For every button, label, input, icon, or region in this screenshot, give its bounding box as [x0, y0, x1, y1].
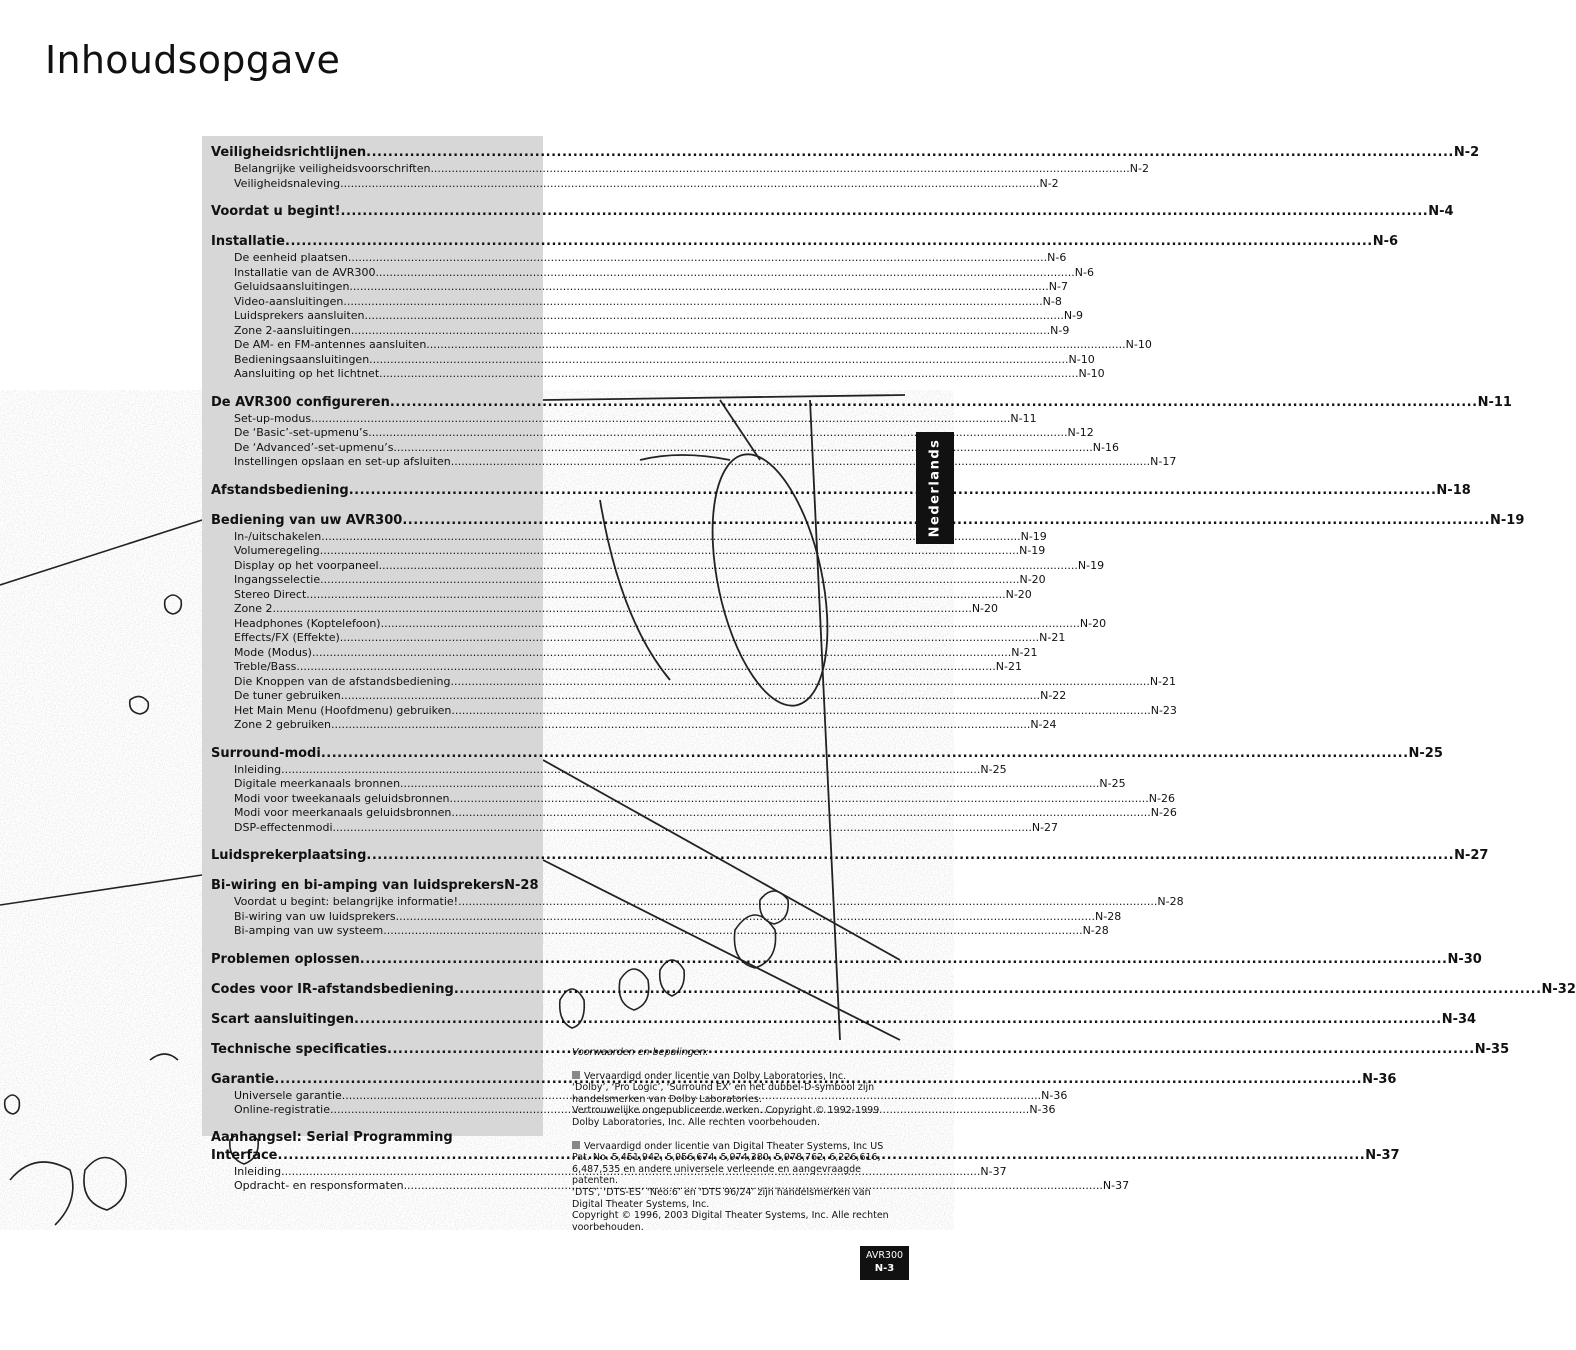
- toc-subentry-label: Zone 2 gebruiken: [234, 718, 331, 731]
- toc-subentry-label: Veiligheidsnaleving: [234, 176, 341, 190]
- dolby-line-1: Vervaardigd onder licentie van Dolby Laboratories, Inc.: [584, 1070, 847, 1082]
- toc-subentry-page: N-6: [1047, 251, 1067, 264]
- dot-leader: [454, 980, 1542, 999]
- toc-section-title: De AVR300 configureren: [211, 394, 390, 410]
- toc-subentry[interactable]: [211, 352, 1095, 368]
- dot-leader: [451, 806, 1150, 821]
- dolby-notice: [572, 1071, 902, 1129]
- toc-subentry[interactable]: [211, 674, 1177, 690]
- toc-section-page: N-28: [504, 878, 539, 893]
- dot-leader: [383, 924, 1082, 939]
- toc-section-entry[interactable]: [211, 1146, 1400, 1165]
- toc-subentry[interactable]: [211, 455, 1177, 470]
- dot-leader: [387, 1040, 1475, 1059]
- dot-leader: [400, 777, 1099, 792]
- toc-section-page: N-19: [1490, 512, 1525, 528]
- dot-leader: [320, 573, 1019, 588]
- dot-leader: [273, 602, 972, 617]
- toc-subentry-page: N-10: [1125, 338, 1152, 351]
- toc-subentry-page: N-25: [1099, 777, 1126, 790]
- toc-section-page: N-6: [1372, 234, 1399, 249]
- toc-section-entry[interactable]: [211, 511, 1525, 530]
- dot-leader: [393, 441, 1092, 456]
- dot-leader: [306, 588, 1005, 603]
- dts-line-3: Copyright © 1996, 2003 Digital Theater Systems, Inc. Alle rechten voorbehouden.: [572, 1210, 889, 1233]
- toc-subentry-label: Digitale meerkanaals bronnen: [234, 777, 401, 790]
- toc-subentry-page: N-9: [1063, 309, 1084, 322]
- toc-subentry[interactable]: [211, 703, 1177, 719]
- toc-section-entry[interactable]: [211, 393, 1512, 412]
- toc-subentry-label: Luidsprekers aansluiten: [234, 309, 365, 322]
- toc-subentry-label: Geluidsaansluitingen: [234, 280, 350, 293]
- dot-leader: [341, 689, 1040, 704]
- toc-subentry-page: N-21: [1039, 631, 1066, 644]
- toc-subentry-label: Mode (Modus): [234, 645, 312, 659]
- toc-subentry[interactable]: [211, 558, 1105, 574]
- toc-subentry-label: Inleiding: [234, 1164, 282, 1178]
- toc-section-page: N-11: [1477, 394, 1512, 410]
- dot-leader: [340, 631, 1039, 646]
- toc-subentry[interactable]: [211, 280, 1068, 295]
- toc-subentry-page: N-8: [1042, 294, 1062, 308]
- toc-section: [211, 876, 1184, 939]
- toc-section-entry[interactable]: [211, 232, 1399, 251]
- dot-leader: [360, 950, 1448, 969]
- toc-section: [211, 511, 1525, 733]
- toc-subentry-page: N-22: [1040, 689, 1067, 702]
- toc-subentry[interactable]: [211, 587, 1032, 603]
- dot-leader: [366, 846, 1454, 865]
- toc-subentry-label: Bedieningsaansluitingen: [234, 352, 370, 366]
- toc-subentry-label: Het Main Menu (Hoofdmenu) gebruiken: [234, 703, 452, 717]
- toc-subentry-page: N-36: [1041, 1088, 1068, 1102]
- toc-subentry[interactable]: [211, 1164, 1007, 1180]
- toc-subentry-label: Bi-amping van uw systeem: [234, 924, 384, 937]
- toc-section-entry[interactable]: [211, 950, 1482, 969]
- toc-section: [211, 1010, 1477, 1029]
- toc-subentry[interactable]: [211, 924, 1109, 939]
- toc-section-page: N-36: [1362, 1071, 1397, 1087]
- square-bullet-icon: [572, 1141, 580, 1149]
- toc-subentry[interactable]: [211, 895, 1184, 910]
- toc-subentry[interactable]: [211, 544, 1046, 559]
- toc-section: [211, 481, 1471, 500]
- toc-subentry[interactable]: [211, 411, 1037, 427]
- toc-subentry[interactable]: [211, 251, 1067, 266]
- toc-subentry[interactable]: [211, 602, 999, 617]
- toc-section-entry[interactable]: [211, 846, 1489, 865]
- dot-leader: [340, 177, 1039, 192]
- toc-subentry-label: Universele garantie: [234, 1088, 342, 1102]
- dolby-line-2: ‘Dolby’, ‘Pro Logic’, ‘Surround EX’ en het dubbel-D-symbool zijn handelsmerken van Dolby Laboratories.: [572, 1082, 875, 1105]
- toc-section-title: Luidsprekerplaatsing: [211, 848, 367, 863]
- dot-leader: [333, 821, 1032, 836]
- dot-leader: [390, 393, 1478, 412]
- toc-section-page: N-27: [1454, 848, 1489, 863]
- toc-subentry-label: De tuner gebruiken: [234, 689, 341, 702]
- toc-subentry-page: N-10: [1068, 352, 1095, 366]
- toc-section-entry[interactable]: [211, 980, 1576, 999]
- toc-section-page: N-30: [1447, 951, 1482, 967]
- dot-leader: [341, 202, 1429, 221]
- toc-subentry[interactable]: [211, 820, 1059, 836]
- toc-section: [211, 143, 1480, 191]
- dot-leader: [349, 481, 1437, 500]
- toc-subentry-page: N-9: [1050, 323, 1070, 337]
- dolby-line-3: Vertrouwelijke ongepubliceerde werken. Copyright © 1992-1999 Dolby Laboratories, Inc. Alle rechten voorbehouden.: [572, 1105, 880, 1128]
- toc-subentry-page: N-37: [980, 1164, 1007, 1178]
- toc-subentry-page: N-28: [1082, 924, 1109, 937]
- toc-subentry[interactable]: [211, 909, 1122, 925]
- toc-section-entry[interactable]: [211, 744, 1443, 763]
- toc-subentry-label: Set-up-modus: [234, 411, 312, 425]
- toc-subentry-label: Aansluiting op het lichtnet: [234, 367, 380, 380]
- dot-leader: [426, 338, 1125, 353]
- toc-subentry-label: Voordat u begint: belangrijke informatie!: [234, 895, 459, 908]
- toc-subentry-label: Treble/Bass: [234, 660, 297, 673]
- dot-leader: [451, 704, 1150, 719]
- toc-section-entry[interactable]: [211, 1010, 1477, 1029]
- toc-subentry[interactable]: [211, 631, 1066, 646]
- dot-leader: [351, 324, 1050, 339]
- dot-leader: [368, 426, 1067, 441]
- dot-leader: [449, 792, 1148, 807]
- dot-leader: [348, 251, 1047, 266]
- toc-subentry-page: N-11: [1010, 411, 1037, 425]
- toc-section-title-line: Aanhangsel: Serial Programming: [211, 1129, 453, 1145]
- page-title: Inhoudsopgave: [45, 38, 341, 82]
- toc-subentry-page: N-28: [1157, 895, 1184, 908]
- toc-subentry-page: N-2: [1039, 176, 1059, 190]
- toc-subentry-page: N-20: [971, 602, 999, 615]
- toc-subentry-label: De AM- en FM-antennes aansluiten: [234, 338, 427, 351]
- toc-section-title: Interface: [211, 1147, 278, 1163]
- toc-subentry-label: In-/uitschakelen: [234, 529, 322, 543]
- toc-subentry-page: N-20: [1005, 587, 1032, 601]
- dot-leader: [321, 744, 1409, 763]
- toc-subentry-label: Bi-wiring van uw luidsprekers: [234, 909, 396, 923]
- dot-leader: [281, 763, 980, 778]
- toc-subentry-label: Volumeregeling: [234, 544, 320, 557]
- toc-subentry[interactable]: [211, 176, 1059, 192]
- toc-subentry[interactable]: [211, 367, 1105, 382]
- toc-subentry-page: N-21: [1149, 674, 1177, 688]
- toc-section-title: Surround-modi: [211, 745, 321, 761]
- toc-subentry-page: N-21: [995, 660, 1022, 673]
- toc-subentry[interactable]: [211, 440, 1119, 456]
- toc-section-title: Technische specificaties: [211, 1041, 388, 1057]
- toc-section: [211, 202, 1454, 221]
- toc-subentry-label: Video-aansluitingen: [234, 294, 344, 308]
- toc-subentry[interactable]: [211, 573, 1046, 588]
- toc-section: [211, 393, 1512, 470]
- toc-section-title: Installatie: [211, 234, 285, 249]
- toc-section-page: N-25: [1408, 745, 1443, 761]
- dot-leader: [430, 162, 1129, 177]
- toc-section-title: Bediening van uw AVR300: [211, 512, 403, 528]
- toc-subentry[interactable]: [211, 323, 1070, 339]
- toc-subentry-page: N-24: [1030, 718, 1057, 731]
- toc-subentry-label: Online-registratie: [234, 1103, 330, 1116]
- toc-section-page: N-34: [1441, 1011, 1477, 1027]
- toc-section-page: N-4: [1428, 204, 1454, 219]
- toc-subentry[interactable]: [211, 689, 1067, 704]
- dot-leader: [375, 266, 1074, 281]
- dot-leader: [451, 455, 1150, 470]
- toc-subentry-page: N-23: [1150, 703, 1177, 717]
- toc-subentry-page: N-17: [1150, 455, 1177, 468]
- toc-section-page: N-32: [1541, 981, 1576, 997]
- toc-section-entry[interactable]: [211, 876, 539, 895]
- toc-section-entry[interactable]: [211, 202, 1454, 221]
- toc-subentry[interactable]: [211, 294, 1062, 310]
- legal-notes: [572, 1047, 902, 1245]
- toc-section-page: N-37: [1365, 1147, 1400, 1163]
- dot-leader: [312, 646, 1011, 661]
- dot-leader: [381, 617, 1080, 632]
- toc-subentry[interactable]: [211, 338, 1152, 353]
- toc-subentry-page: N-25: [980, 762, 1007, 776]
- toc-subentry-page: N-10: [1078, 367, 1105, 380]
- toc-subentry[interactable]: [211, 1179, 1130, 1194]
- toc-subentry-label: De ‘Basic’-set-upmenu’s: [234, 426, 369, 439]
- toc-subentry-label: Inleiding: [234, 762, 282, 776]
- toc-subentry[interactable]: [211, 762, 1007, 778]
- toc-subentry[interactable]: [211, 660, 1022, 675]
- toc-section-title: Veiligheidsrichtlijnen: [211, 145, 367, 160]
- toc-subentry[interactable]: [211, 529, 1047, 545]
- square-bullet-icon: [572, 1071, 580, 1079]
- model-name: AVR300: [865, 1250, 904, 1261]
- dts-notice: [572, 1141, 902, 1234]
- toc-subentry-page: N-2: [1129, 162, 1149, 175]
- toc-subentry-page: N-27: [1031, 820, 1059, 834]
- dts-line-1: Vervaardigd onder licentie van Digital Theater Systems, Inc US Pat. No. 5,451,942, 5,956,674, 5,974,380, 5,978,762, 6,226,616, 6,487,535 en andere universele verleende en aangevraagde patenten.: [572, 1140, 884, 1187]
- toc-subentry[interactable]: [211, 426, 1094, 441]
- toc-subentry[interactable]: [211, 645, 1038, 661]
- toc-subentry-label: Modi voor tweekanaals geluidsbronnen: [234, 791, 450, 805]
- toc-section-title: Scart aansluitingen: [211, 1011, 354, 1027]
- dot-leader: [354, 1010, 1442, 1029]
- toc-subentry[interactable]: [211, 162, 1149, 177]
- toc-subentry-label: Stereo Direct: [234, 587, 307, 601]
- dot-leader: [296, 660, 995, 675]
- toc-section-title: Afstandsbediening: [211, 482, 349, 498]
- toc-subentry[interactable]: [211, 791, 1175, 807]
- dot-leader: [366, 143, 1454, 162]
- toc-subentry[interactable]: [211, 616, 1107, 632]
- toc-subentry-label: Effects/FX (Effekte): [234, 631, 340, 644]
- dot-leader: [379, 559, 1078, 574]
- toc-subentry-label: De ‘Advanced’-set-upmenu’s: [234, 440, 394, 454]
- dot-leader: [285, 232, 1373, 251]
- toc-section: [211, 744, 1443, 836]
- toc-subentry-page: N-6: [1074, 265, 1094, 279]
- dot-leader: [379, 367, 1078, 382]
- toc-subentry-label: Belangrijke veiligheidsvoorschriften: [234, 162, 431, 175]
- toc-subentry-page: N-12: [1067, 426, 1094, 439]
- dot-leader: [365, 309, 1064, 324]
- toc-section-entry[interactable]: [211, 143, 1480, 162]
- dot-leader: [311, 412, 1010, 427]
- toc-subentry-label: Headphones (Koptelefoon): [234, 616, 381, 630]
- toc-subentry-label: Instellingen opslaan en set-up afsluiten: [234, 455, 451, 468]
- toc-subentry-page: N-20: [1079, 616, 1107, 630]
- toc-subentry-label: Ingangsselectie: [234, 573, 321, 586]
- toc-subentry-page: N-20: [1019, 573, 1046, 586]
- toc-subentry-page: N-36: [1029, 1103, 1056, 1116]
- toc-section-title: Garantie: [211, 1071, 275, 1087]
- toc-section: [211, 846, 1489, 865]
- toc-subentry-label: DSP-effectenmodi: [234, 820, 333, 834]
- language-tab: [916, 432, 954, 544]
- language-tab-label: Nederlands: [927, 438, 943, 538]
- dot-leader: [369, 353, 1068, 368]
- toc-section-title: Bi-wiring en bi-amping van luidsprekers: [211, 878, 505, 893]
- toc-subentry[interactable]: [211, 777, 1126, 792]
- toc-subentry-label: De eenheid plaatsen: [234, 251, 348, 264]
- toc-subentry[interactable]: [211, 806, 1177, 821]
- toc-subentry-page: N-19: [1019, 544, 1046, 557]
- toc-subentry-page: N-19: [1020, 529, 1047, 543]
- toc-section-page: N-35: [1474, 1041, 1510, 1057]
- dot-leader: [451, 675, 1150, 690]
- legal-notes-header: Voorwaarden en bepalingen:: [572, 1047, 709, 1058]
- toc-subentry[interactable]: [211, 309, 1084, 324]
- toc-subentry-label: Display op het voorpaneel: [234, 558, 379, 572]
- toc-subentry-page: N-7: [1048, 280, 1068, 293]
- toc-subentry-page: N-26: [1150, 806, 1177, 819]
- page-number-box: [860, 1246, 909, 1280]
- dot-leader: [331, 718, 1030, 733]
- toc-subentry-page: N-19: [1077, 558, 1105, 572]
- toc-subentry[interactable]: [211, 265, 1094, 281]
- dts-line-2: ‘DTS’, ‘DTS-ES’ ‘Neo:6’ en ‘DTS 96/24’ zijn handelsmerken van Digital Theater Systems, Inc.: [572, 1186, 871, 1210]
- toc-section-title: Problemen oplossen: [211, 951, 360, 967]
- dot-leader: [320, 544, 1019, 559]
- toc-section-entry[interactable]: [211, 481, 1471, 500]
- toc-subentry-page: N-37: [1102, 1179, 1130, 1192]
- toc-subentry-label: Opdracht- en responsformaten: [234, 1179, 404, 1192]
- toc-section-page: N-2: [1453, 145, 1480, 160]
- toc-section-title: Codes voor IR-afstandsbediening: [211, 981, 454, 997]
- toc-subentry-label: Die Knoppen van de afstandsbediening: [234, 674, 451, 688]
- toc-section: [211, 950, 1482, 969]
- toc-section-page: N-18: [1436, 482, 1471, 498]
- dot-leader: [458, 895, 1157, 910]
- toc-section: [211, 232, 1399, 382]
- toc-subentry-page: N-21: [1011, 645, 1038, 659]
- toc-subentry-page: N-26: [1148, 791, 1175, 805]
- toc-section-title: Voordat u begint!: [211, 204, 341, 219]
- page-number: N-3: [874, 1263, 895, 1274]
- toc-subentry[interactable]: [211, 718, 1057, 733]
- toc-subentry-page: N-16: [1092, 440, 1119, 454]
- toc-subentry-label: Installatie van de AVR300: [234, 265, 376, 279]
- toc-subentry-label: Modi voor meerkanaals geluidsbronnen: [234, 806, 452, 819]
- dot-leader: [349, 280, 1048, 295]
- dot-leader: [343, 295, 1042, 310]
- toc-subentry-page: N-28: [1095, 909, 1122, 923]
- toc-subentry-label: Zone 2-aansluitingen: [234, 323, 351, 337]
- toc-subentry-label: Zone 2: [234, 602, 273, 615]
- toc-section: [211, 980, 1576, 999]
- dot-leader: [396, 910, 1095, 925]
